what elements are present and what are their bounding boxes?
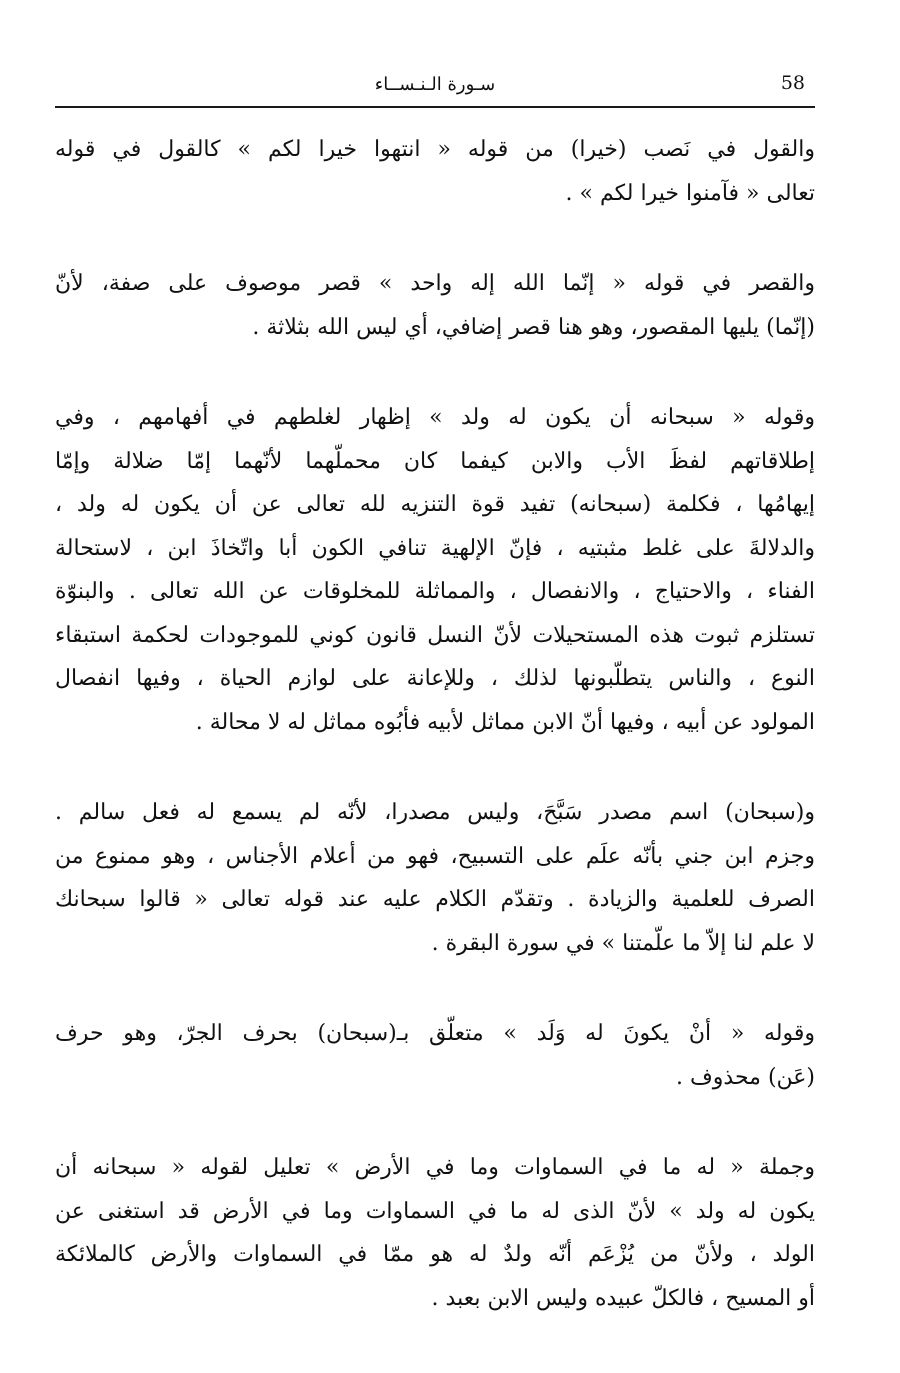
paragraph [55, 396, 815, 744]
paragraph [55, 791, 815, 965]
paragraph [55, 1012, 815, 1099]
text-line: يكون له ولد » لأنّ الذى له ما في السماوات وما في الأرض قد استغنى عن [55, 1198, 815, 1224]
text-line: تعالى « فآمنوا خيرا لكم » . [565, 180, 815, 206]
text-line: الولد ، ولأنّ من يُزْعَم أنّه ولدٌ له هو ممّا في السماوات والأرض كالملائكة [55, 1242, 815, 1267]
text-line: وجملة « له ما في السماوات وما في الأرض » تعليل لقوله « سبحانه أن [55, 1155, 815, 1180]
text-line: لا علم لنا إلاّ ما علّمتنا » في سورة البقرة . [431, 930, 815, 956]
text-line: وقوله « سبحانه أن يكون له ولد » إظهار لغلطهم في أفهامهم ، وفي [55, 405, 815, 430]
paragraph [55, 128, 815, 215]
text-line: الفناء ، والاحتياج ، والانفصال ، والمماثلة للمخلوقات عن الله تعالى . والبنوّة [55, 579, 815, 604]
text-line: والقول في نَصب (خيرا) من قوله « انتهوا خيرا لكم » كالقول في قوله [55, 137, 815, 162]
page-header [55, 66, 815, 108]
paragraph [55, 262, 815, 349]
text-line: وجزم ابن جني بأنّه علَم على التسبيح، فهو من أعلام الأجناس ، وهو ممنوع من [55, 843, 815, 869]
text-line: والدلالةَ على غلط مثبتيه ، فإنّ الإلهية تنافي الكون أبا واتّخاذَ ابن ، لاستحالة [55, 535, 815, 561]
text-line: تستلزم ثبوت هذه المستحيلات لأنّ النسل قانون كوني للموجودات لحكمة استبقاء [55, 622, 815, 648]
text-line: الصرف للعلمية والزيادة . وتقدّم الكلام عليه عند قوله تعالى « قالوا سبحانك [55, 887, 815, 912]
text-line: المولود عن أبيه ، وفيها أنّ الابن مماثل لأبيه فأبُوه مماثل له لا محالة . [195, 709, 815, 735]
page-number: 58 [780, 72, 805, 94]
text-line: والقصر في قوله « إنّما الله إله واحد » قصر موصوف على صفة، لأنّ [55, 271, 815, 296]
text-line: (عَن) محذوف . [676, 1064, 815, 1090]
text-line: إيهامُها ، فكلمة (سبحانه) تفيد قوة التنزيه لله تعالى عن أن يكون له ولد ، [55, 492, 815, 517]
text-line: النوع ، والناس يتطلّبونها لذلك ، وللإعانة على لوازم الحياة ، وفيها انفصال [55, 666, 815, 691]
text-line: و(سبحان) اسم مصدر سَبَّحَ، وليس مصدرا، لأنّه لم يسمع له فعل سالم . [55, 800, 815, 825]
page-body [55, 128, 815, 1367]
text-line: أو المسيح ، فالكلّ عبيده وليس الابن بعبد . [431, 1285, 815, 1311]
paragraph [55, 1146, 815, 1320]
text-line: إطلاقاتهم لفظَ الأب والابن كيفما كان محملّهما لأنّهما إمّا ضلالة وإمّا [55, 448, 815, 474]
running-title: سـورة الـنـســاء [374, 74, 496, 95]
text-line: وقوله « أنْ يكونَ له وَلَد » متعلّق بـ(سبحان) بحرف الجرّ، وهو حرف [55, 1021, 815, 1046]
text-line: (إنّما) يليها المقصور، وهو هنا قصر إضافي، أي ليس الله بثلاثة . [252, 314, 815, 340]
